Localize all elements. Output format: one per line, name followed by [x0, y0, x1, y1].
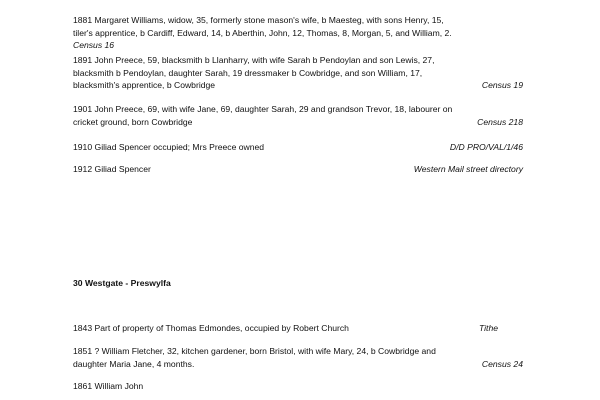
entry-line: 1901 John Preece, 69, with wife Jane, 69, daughter Sarah, 29 and grandson Trevor, 18, labourer on	[73, 104, 453, 114]
entry-line-text: blacksmith's apprentice, b Cowbridge	[73, 80, 216, 90]
entry-line: 1891 John Preece, 59, blacksmith b Llanharry, with wife Sarah b Pendoylan and son Lewis, 27,	[73, 55, 435, 65]
entry-line	[73, 141, 523, 154]
entry-line	[73, 163, 523, 176]
entry-1910	[73, 141, 523, 154]
section-title: 30 Westgate - Preswylfa	[73, 278, 171, 288]
entry-source: Census 218	[477, 116, 523, 127]
entry-line-text: cricket ground, born Cowbridge	[73, 116, 193, 127]
entry-1881	[73, 14, 523, 52]
entry-source: Census 19	[481, 80, 523, 90]
entry-source: Western Mail street directory	[413, 164, 523, 174]
entry-source: D/D PRO/VAL/1/46	[449, 142, 523, 152]
entry-1851	[73, 345, 523, 370]
entry-1891	[73, 54, 523, 92]
entry-line-text: 1843 Part of property of Thomas Edmondes, occupied by Robert Church	[73, 323, 349, 333]
entry-line-text: daughter Maria Jane, 4 months.	[73, 358, 195, 369]
entry-1912	[73, 163, 523, 176]
entry-line: 1881 Margaret Williams, widow, 35, formerly stone mason's wife, b Maesteg, with sons Henry, 15,	[73, 15, 444, 25]
entry-line	[73, 116, 523, 129]
entry-1861	[73, 380, 523, 393]
entry-line: tiler's apprentice, b Cardiff, Edward, 14, b Aberthin, John, 12, Thomas, 8, Morgan, 5, and William, 2.	[73, 27, 452, 38]
entry-line-text: 1912 Giliad Spencer	[73, 164, 151, 174]
entry-line	[73, 322, 523, 335]
entry-source: Tithe	[478, 323, 498, 333]
entry-line	[73, 79, 523, 92]
entry-line-text: 1910 Giliad Spencer occupied; Mrs Preece owned	[73, 142, 265, 152]
entry-line: 1861 William John	[73, 381, 144, 391]
entry-1901	[73, 103, 523, 128]
entry-1843	[73, 322, 523, 335]
entry-line: 1851 ? William Fletcher, 32, kitchen gardener, born Bristol, with wife Mary, 24, b Cowbridge and	[73, 346, 436, 356]
entry-source: Census 24	[481, 358, 523, 369]
entry-line	[73, 358, 523, 371]
entry-line: blacksmith b Pendoylan, daughter Sarah, 19 dressmaker b Cowbridge, and son William, 17,	[73, 67, 423, 78]
entry-source: Census 16	[73, 40, 115, 50]
